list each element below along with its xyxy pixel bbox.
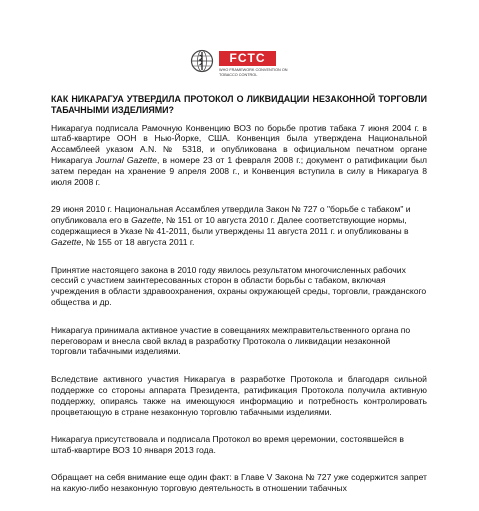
fctc-brand: FCTC <box>229 51 266 65</box>
paragraph-7: Обращает на себя внимание еще один факт: в Главе V Закона № 727 уже содержится запрет на какую-либо незаконную торговую деятельность в отношении табачных <box>51 471 427 493</box>
paragraph-6: Никарагуа присутствовала и подписала Протокол во время церемонии, состоявшейся в штаб-квартире ВОЗ 10 января 2013 года. <box>51 434 404 456</box>
paragraph-5: Вследствие активного участия Никарагуа в разработке Протокола и благодаря сильной поддержке со стороны аппарата Президента, ратификация Протокола получила активную поддержку, опираясь также на имеющуюся информацию и потребность контролировать процветающую в стране незаконную торговлю табачными изделиями. <box>51 374 427 417</box>
paragraph-3: Принятие настоящего закона в 2010 году явилось результатом многочисленных рабочих сессий с участием заинтересованных сторон в области борьбы с табаком, включая учреждения в области здравоохранения, охраны окружающей среды, торговли, гражданского общества и др. <box>51 264 427 307</box>
fctc-subtitle: WHO FRAMEWORK CONVENTION ON TOBACCO CONTROL <box>219 68 288 77</box>
paragraph-4: Никарагуа принимала активное участие в совещаниях межправительственного органа по переговорам и внесла свой вклад в разработку Протокола о ликвидации незаконной торговли табачными изделиями. <box>51 324 411 357</box>
fctc-logo <box>0 48 479 88</box>
who-emblem-icon <box>190 49 214 73</box>
paragraph-2: 29 июня 2010 г. Национальная Ассамблея утвердила Закон № 727 о "борьбе с табаком" и опубликовала его в Gazette, № 151 от 10 августа 2010 г. Далее соответствующие нормы, содержащиеся в Указе № 41-2011, были утверждены 11 августа 2011 г. и опубликованы в Gazette, № 155 от 18 августа 2011 г. <box>51 204 411 247</box>
paragraph-1: Никарагуа подписала Рамочную Конвенцию ВОЗ по борьбе против табака 7 июня 2004 г. в штаб-квартире ООН в Нью-Йорке, США. Конвенция была утверждена Национальной Ассамблеей указом A.N. № 5318, и опубликована в официальном печатном органе Никарагуа Journal Gazette, в номере 23 от 1 февраля 2008 г.; документ о ратификации был затем передан на хранение 9 апреля 2008 г., и Конвенция вступила в силу в Никарагуа 8 июля 2008 г. <box>51 122 428 187</box>
document-body <box>51 94 427 511</box>
document-title: КАК НИКАРАГУА УТВЕРДИЛА ПРОТОКОЛ О ЛИКВИДАЦИИ НЕЗАКОННОЙ ТОРГОВЛИ ТАБАЧНЫМИ ИЗДЕЛИЯМИ? <box>51 94 427 115</box>
